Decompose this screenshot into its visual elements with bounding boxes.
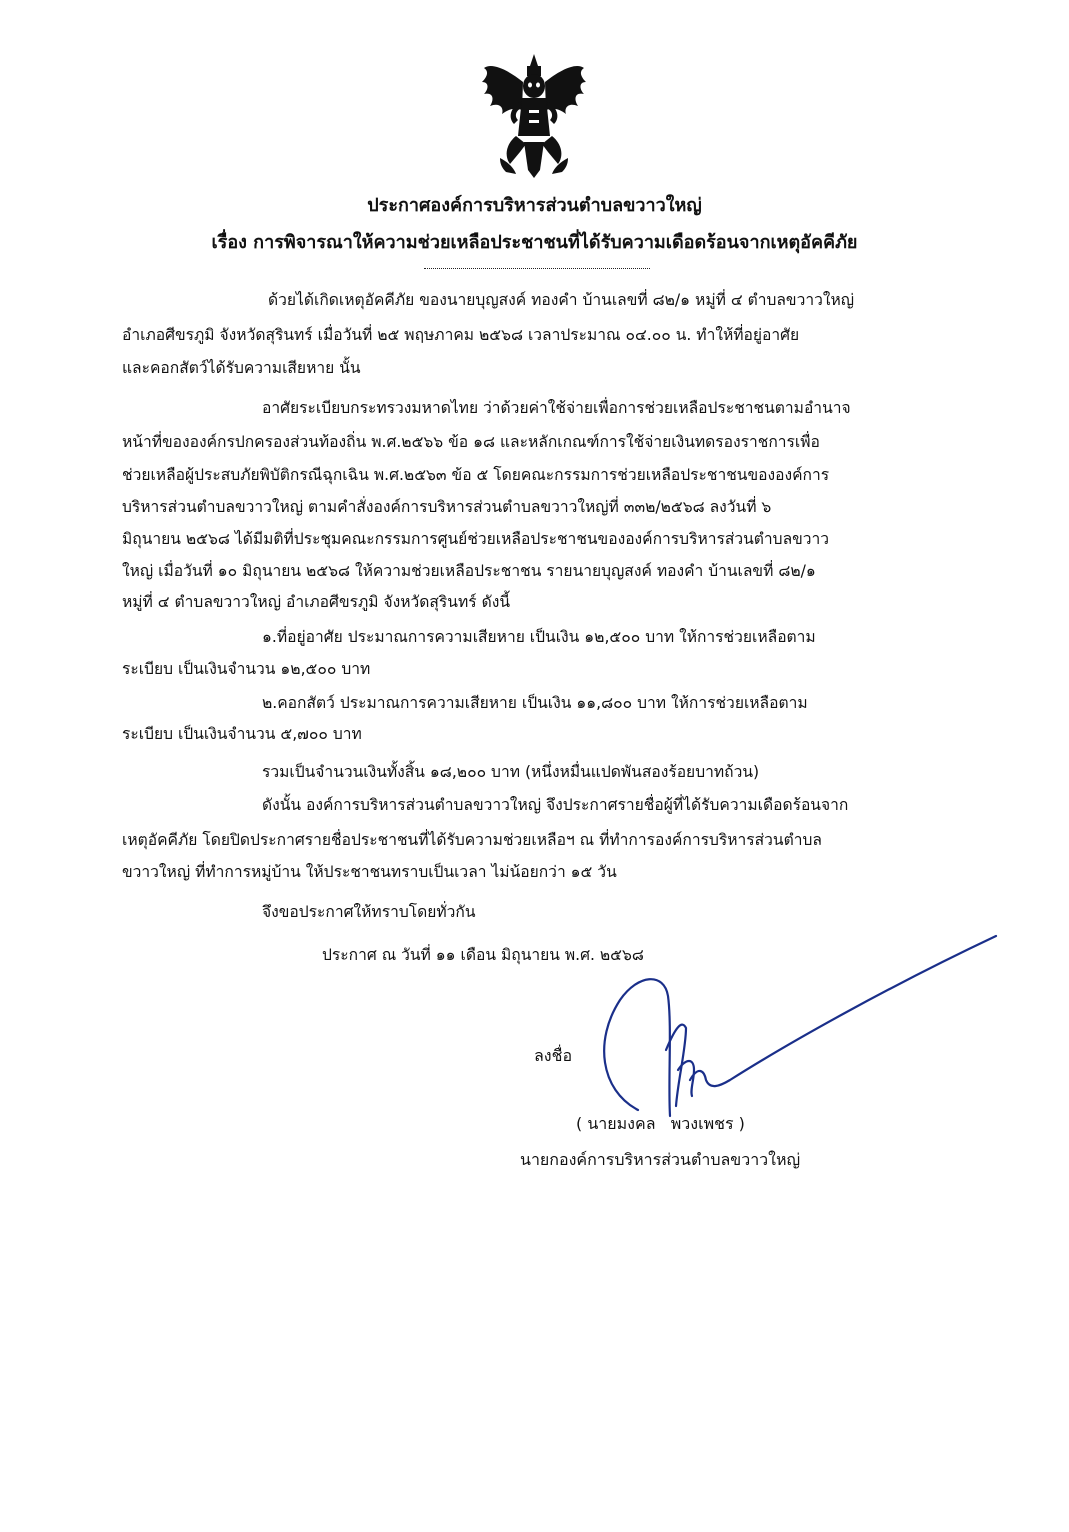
assistance-item: ระเบียบ เป็นเงินจำนวน ๑๒,๕๐๐ บาท bbox=[122, 660, 371, 678]
total-amount: รวมเป็นจำนวนเงินทั้งสิ้น ๑๘,๒๐๐ บาท (หนึ่งหมื่นแปดพันสองร้อยบาทถ้วน) bbox=[262, 763, 760, 781]
paragraph-line: บริหารส่วนตำบลขวาวใหญ่ ตามคำสั่งองค์การบริหารส่วนตำบลขวาวใหญ่ที่ ๓๓๒/๒๕๖๘ ลงวันที่ ๖ bbox=[122, 498, 772, 516]
paragraph-line: หมู่ที่ ๔ ตำบลขวาวใหญ่ อำเภอศีขรภูมิ จังหวัดสุรินทร์ ดังนี้ bbox=[122, 593, 510, 611]
paragraph-line: อำเภอศีขรภูมิ จังหวัดสุรินทร์ เมื่อวันที่ ๒๕ พฤษภาคม ๒๕๖๘ เวลาประมาณ ๐๔.๐๐ น. ทำให้ที่อยู่อาศัย bbox=[122, 326, 800, 344]
paragraph-line: ขวาวใหญ่ ที่ทำการหมู่บ้าน ให้ประชาชนทราบเป็นเวลา ไม่น้อยกว่า ๑๕ วัน bbox=[122, 863, 617, 881]
document-subject: เรื่อง การพิจารณาให้ความช่วยเหลือประชาชนที่ได้รับความเดือดร้อนจากเหตุอัคคีภัย bbox=[211, 232, 858, 253]
paragraph-line: หน้าที่ขององค์กรปกครองส่วนท้องถิ่น พ.ศ.๒๕๖๖ ข้อ ๑๘ และหลักเกณฑ์การใช้จ่ายเงินทดรองราชการเพื่อ bbox=[122, 433, 820, 451]
paragraph-line: ช่วยเหลือผู้ประสบภัยพิบัติกรณีฉุกเฉิน พ.ศ.๒๕๖๓ ข้อ ๕ โดยคณะกรรมการช่วยเหลือประชาชนขององค์การ bbox=[122, 466, 830, 484]
paragraph-line: และคอกสัตว์ได้รับความเสียหาย นั้น bbox=[122, 359, 361, 377]
paragraph-line: มิถุนายน ๒๕๖๘ ได้มีมติที่ประชุมคณะกรรมการศูนย์ช่วยเหลือประชาชนขององค์การบริหารส่วนตำบลขวาว bbox=[122, 530, 830, 548]
handwritten-signature bbox=[560, 930, 1020, 1130]
assistance-item: ระเบียบ เป็นเงินจำนวน ๕,๗๐๐ บาท bbox=[122, 725, 362, 743]
paragraph-line: ดังนั้น องค์การบริหารส่วนตำบลขวาวใหญ่ จึงประกาศรายชื่อผู้ที่ได้รับความเดือดร้อนจาก bbox=[262, 796, 849, 814]
signatory-position: นายกองค์การบริหารส่วนตำบลขวาวใหญ่ bbox=[520, 1150, 801, 1169]
assistance-item: ๑.ที่อยู่อาศัย ประมาณการความเสียหาย เป็นเงิน ๑๒,๕๐๐ บาท ให้การช่วยเหลือตาม bbox=[262, 628, 816, 646]
paragraph-line: ใหญ่ เมื่อวันที่ ๑๐ มิถุนายน ๒๕๖๘ ให้ความช่วยเหลือประชาชน รายนายบุญสงค์ ทองคำ บ้านเลขที่ ๘๒/๑ bbox=[122, 562, 816, 580]
signature-label: ลงชื่อ bbox=[534, 1046, 573, 1065]
assistance-item: ๒.คอกสัตว์ ประมาณการความเสียหาย เป็นเงิน ๑๑,๘๐๐ บาท ให้การช่วยเหลือตาม bbox=[262, 694, 808, 712]
paragraph-line: อาศัยระเบียบกระทรวงมหาดไทย ว่าด้วยค่าใช้จ่ายเพื่อการช่วยเหลือประชาชนตามอำนาจ bbox=[262, 399, 851, 417]
announcement-date: ประกาศ ณ วันที่ ๑๑ เดือน มิถุนายน พ.ศ. ๒๕๖๘ bbox=[322, 946, 644, 964]
garuda-emblem bbox=[480, 52, 588, 180]
signatory-name: ( นายมงคล พวงเพชร ) bbox=[576, 1114, 745, 1133]
paragraph-line: เหตุอัคคีภัย โดยปิดประกาศรายชื่อประชาชนที่ได้รับความช่วยเหลือฯ ณ ที่ทำการองค์การบริหารส่วนตำบล bbox=[122, 831, 822, 849]
closing-statement: จึงขอประกาศให้ทราบโดยทั่วกัน bbox=[262, 903, 476, 921]
paragraph-line: ด้วยได้เกิดเหตุอัคคีภัย ของนายบุญสงค์ ทองคำ บ้านเลขที่ ๘๒/๑ หมู่ที่ ๔ ตำบลขวาวใหญ่ bbox=[268, 291, 855, 309]
dotted-divider bbox=[424, 258, 650, 269]
document-title: ประกาศองค์การบริหารส่วนตำบลขวาวใหญ่ bbox=[367, 195, 702, 216]
